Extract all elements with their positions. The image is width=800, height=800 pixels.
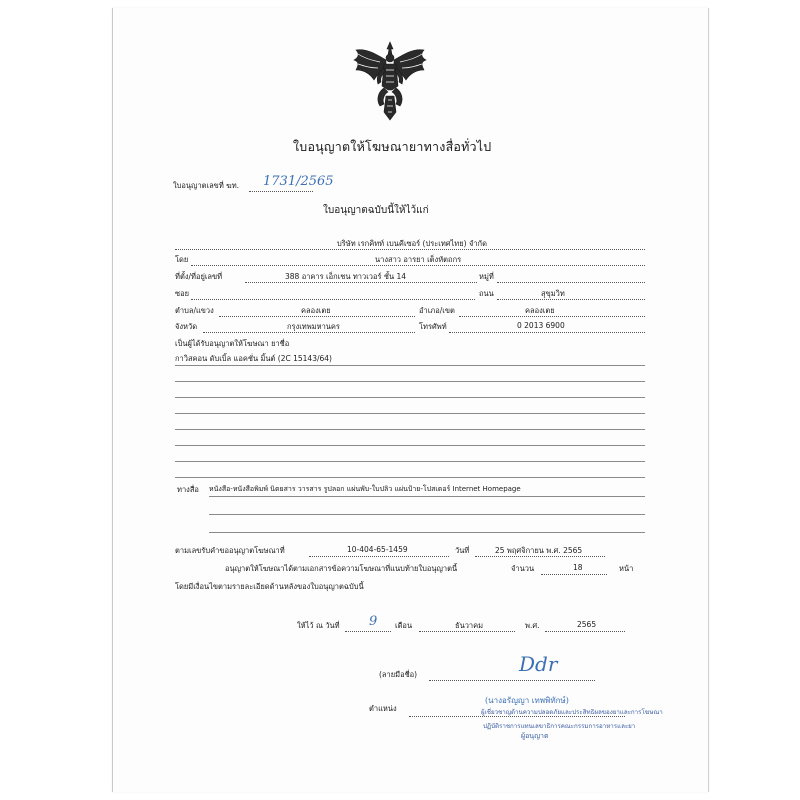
by-line xyxy=(191,265,645,266)
drug-line-5 xyxy=(175,429,645,430)
drug-line-3 xyxy=(175,397,645,398)
drug-line-7 xyxy=(175,461,645,462)
license-document xyxy=(112,8,709,792)
year-line xyxy=(545,631,625,632)
stamp-line-2: ปฏิบัติราชการแทนเลขาธิการคณะกรรมการอาหารและยา xyxy=(483,723,636,730)
district-value: คลองเตย xyxy=(525,306,555,315)
signature-mark: Ddr xyxy=(519,652,558,676)
moo-label: หมู่ที่ xyxy=(479,272,494,281)
company-line xyxy=(175,249,645,250)
position-line xyxy=(409,716,625,717)
by-value: นางสาว อารยา เต็งหัตถกร xyxy=(375,255,462,264)
drug-line-1 xyxy=(175,365,645,366)
request-value: 10-404-65-1459 xyxy=(347,545,408,554)
phone-label: โทรศัพท์ xyxy=(419,322,447,331)
drug-line-4 xyxy=(175,413,645,414)
day-value: 9 xyxy=(369,614,378,629)
page-title: ใบอนุญาตให้โฆษณายาทางสื่อทั่วไป xyxy=(293,139,492,154)
conditions-text: โดยมีเงื่อนไขตามรายละเอียดด้านหลังของใบอนุญาตฉบับนี้ xyxy=(175,582,364,591)
stamp-line-1: ผู้เชี่ยวชาญด้านความปลอดภัยและประสิทธิผลของยาและการโฆษณา xyxy=(481,709,663,716)
media-line-2 xyxy=(209,514,645,515)
count-line xyxy=(541,574,607,575)
month-label: เดือน xyxy=(395,621,413,630)
moo-line xyxy=(497,282,645,283)
district-line xyxy=(459,316,645,317)
soi-line xyxy=(191,299,475,300)
province-label: จังหวัด xyxy=(175,322,198,331)
count-label: จำนวน xyxy=(511,564,535,573)
count-value: 18 xyxy=(573,563,583,572)
license-no-label: ใบอนุญาตเลขที่ ฆท. xyxy=(173,181,240,190)
request-date-line xyxy=(475,556,605,557)
license-no-value: 1731/2565 xyxy=(263,174,334,189)
given-label: ให้ไว้ ณ วันที่ xyxy=(297,621,340,630)
province-value: กรุงเทพมหานคร xyxy=(287,322,340,331)
road-label: ถนน xyxy=(479,289,494,298)
subdistrict-value: คลองเตย xyxy=(301,306,331,315)
by-label: โดย xyxy=(175,255,189,264)
phone-line xyxy=(449,332,645,333)
request-line xyxy=(309,556,449,557)
location-label: ที่ตั้ง/ที่อยู่เลขที่ xyxy=(175,272,223,281)
signature-label: (ลายมือชื่อ) xyxy=(379,670,418,679)
garuda-emblem-icon xyxy=(350,40,430,122)
signer-name: (นางอรัญญา เทพพิทักษ์) xyxy=(485,696,569,705)
approve-text: อนุญาตให้โฆษณาได้ตามเอกสารข้อความโฆษณาที่แนบท้ายใบอนุญาตนี้ xyxy=(225,564,458,573)
road-line xyxy=(497,299,645,300)
location-line xyxy=(245,282,477,283)
media-label: ทางสื่อ xyxy=(177,485,199,494)
page-label: หน้า xyxy=(619,564,634,573)
drug-line-2 xyxy=(175,381,645,382)
subdistrict-label: ตำบล/แขวง xyxy=(175,306,214,315)
province-line xyxy=(203,332,415,333)
drug-line-8 xyxy=(175,477,645,478)
road-value: สุขุมวิท xyxy=(541,289,565,298)
drug-label: เป็นผู้ได้รับอนุญาตให้โฆษณา ยาชื่อ xyxy=(175,339,290,348)
stamp-line-3: ผู้อนุญาต xyxy=(521,732,549,740)
drug-value: กาวิสคอน ดับเบิ้ล แอคชั่น มิ้นต์ (2C 15143/64) xyxy=(175,354,332,363)
media-line-3 xyxy=(209,532,645,533)
company-name: บริษัท เรกคิทท์ เบนคีเซอร์ (ประเทศไทย) จำกัด xyxy=(337,239,487,248)
license-no-line xyxy=(249,191,313,192)
month-line xyxy=(419,631,515,632)
request-label: ตามเลขรับคำขออนุญาตโฆษณาที่ xyxy=(175,546,285,555)
location-value: 388 อาคาร เอ็กเชน ทาวเวอร์ ชั้น 14 xyxy=(285,272,407,281)
year-value: 2565 xyxy=(577,620,597,629)
request-date-label: วันที่ xyxy=(455,546,470,555)
soi-label: ซอย xyxy=(175,289,189,298)
media-value: หนังสือ-หนังสือพิมพ์ นิตยสาร วารสาร รูปลอก แผ่นพับ-ใบปลิว แผ่นป้าย-โปสเตอร์ Internet Homepage xyxy=(209,485,521,493)
month-value: ธันวาคม xyxy=(455,621,484,630)
drug-line-6 xyxy=(175,445,645,446)
position-label: ตำแหน่ง xyxy=(369,704,397,713)
day-line xyxy=(345,631,391,632)
media-line-1 xyxy=(209,496,645,497)
signature-line xyxy=(429,680,595,681)
phone-value: 0 2013 6900 xyxy=(517,321,565,330)
subdistrict-line xyxy=(219,316,415,317)
request-date-value: 25 พฤศจิกายน พ.ศ. 2565 xyxy=(495,546,583,555)
granted-to-heading: ใบอนุญาตฉบับนี้ให้ไว้แก่ xyxy=(323,205,429,216)
year-label: พ.ศ. xyxy=(525,621,540,630)
district-label: อำเภอ/เขต xyxy=(419,306,455,315)
